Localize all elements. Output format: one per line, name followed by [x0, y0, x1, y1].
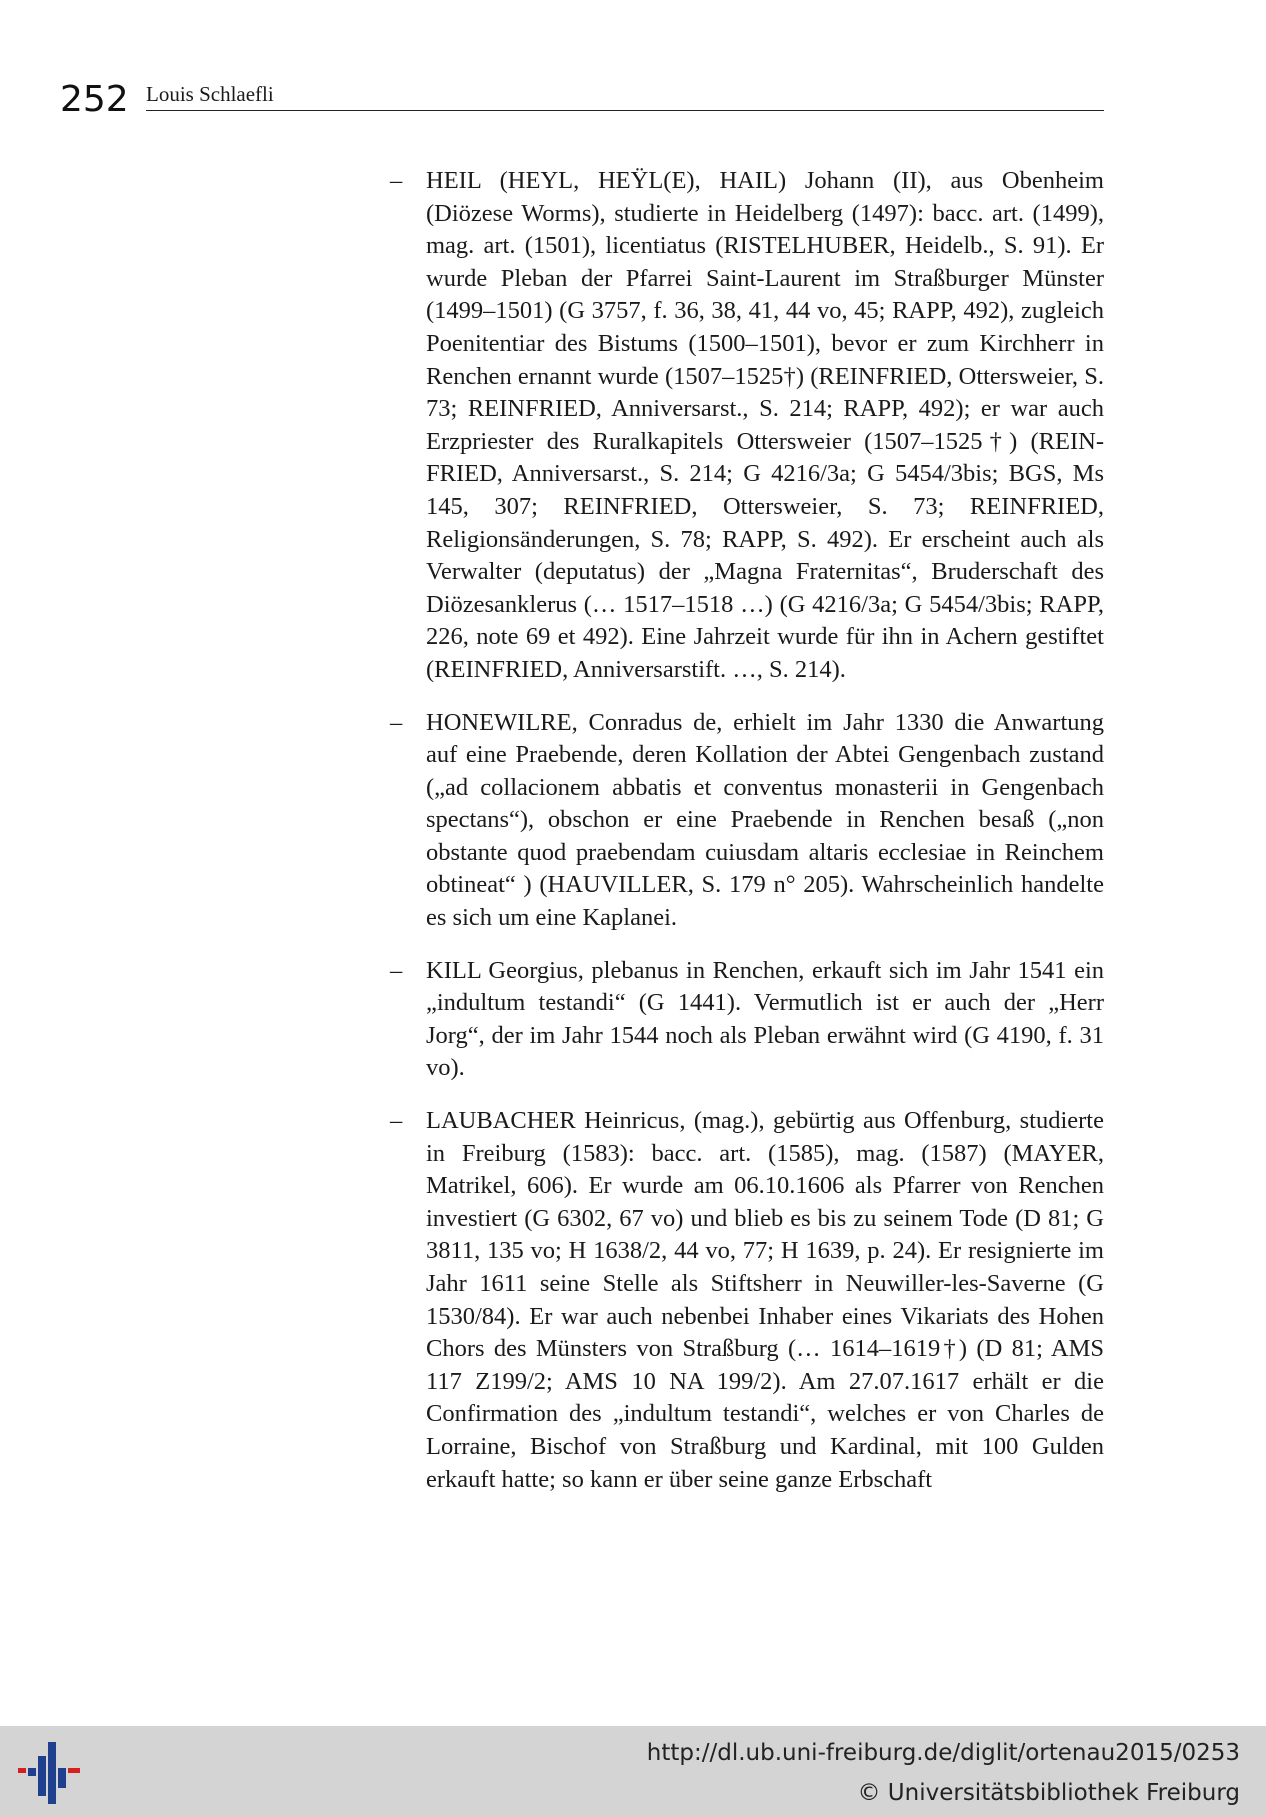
entry-text: HONEWILRE, Conradus de, erhielt im Jahr 1330 die Anwartung auf eine Praebende, deren Kollation der Abtei Gengenbach zustand („ad collacionem abbatis et conventus monasterii in Gengenbach spectans“), obschon er eine Praebende in Renchen besaß („non obstante quod praebendam cuiusdam altaris ecclesiae in Reinchem obtineat“ ) (HAUVILLER, S. 179 n° 205). Wahrscheinlich handelte es sich um eine Kaplanei. [426, 708, 1104, 932]
entry-text: HEIL (HEYL, HEŸL(E), HAIL) Johann (II), aus Obenheim (Diözese Worms), studierte in Heidelberg (1497): bacc. art. (1499), mag. art. (1501), licentiatus (RISTELHUBER, Heidelb., S. 91). Er wurde Pleban der Pfarrei Saint-Laurent im Straßburger Münster (1499–1501) (G 3757, f. 36, 38, 41, 44 vo, 45; RAPP, 492), zugleich Poenitentiar des Bistums (1500–1501), bevor er zum Kirchherr in Renchen ernannt wurde (1507–1525†) (REINFRIED, Ottersweier, S. 73; REINFRIED, Anniversarst., S. 214; RAPP, 492); er war auch Erzpriester des Ruralkapitels Ottersweier (1507–1525†) (REINFRIED, Anniversarst., S. 214; G 4216/3a; G 5454/3bis; BGS, Ms 145, 307; REINFRIED, Ottersweier, S. 73; REINFRIED, Religionsänderungen, S. 78; RAPP, S. 492). Er erscheint auch als Verwalter (deputatus) der „Magna Fraternitas“, Bruderschaft des Diözesanklerus (… 1517–1518 …) (G 4216/3a; G 5454/3bis; RAPP, 226, note 69 et 492). Eine Jahrzeit wurde für ihn in Achern gestiftet (REINFRIED, Anniversarstift. …, S. 214). [426, 167, 1104, 683]
footer-url-link[interactable]: http://dl.ub.uni-freiburg.de/diglit/ortenau2015/0253 [646, 1740, 1240, 1766]
page-number: 252 [60, 79, 129, 120]
running-head: Louis Schlaefli [146, 82, 274, 106]
footer-bar [0, 1726, 1266, 1817]
entry-honewilre [390, 707, 1104, 935]
footer-copyright: © Universitätsbibliothek Freiburg [857, 1780, 1240, 1806]
entry-laubacher [390, 1105, 1104, 1496]
entry-kill [390, 955, 1104, 1085]
entry-dash: – [390, 956, 403, 984]
ub-freiburg-logo-icon [18, 1740, 82, 1806]
entry-dash: – [390, 167, 403, 194]
entry-text: LAUBACHER Heinricus, (mag.), gebürtig aus Offenburg, studierte in Freiburg (1583): bacc. art. (1585), mag. (1587) (MAYER, Matrikel, 606). Er wurde am 06.10.1606 als Pfarrer von Renchen investiert (G 6302, 67 vo) und blieb es bis zu seinem Tode (D 81; G 3811, 135 vo; H 1638/2, 44 vo, 77; H 1639, p. 24). Er resignierte im Jahr 1611 seine Stelle als Stiftsherr in Neuwiller-les-Saverne (G 1530/84). Er war auch nebenbei Inhaber eines Vikariats des Hohen Chors des Münsters von Straßburg (… 1614–1619†) (D 81; AMS 117 Z199/2; AMS 10 NA 199/2). Am 27.07.1617 erhält er die Confirmation des „indultum testandi“, welches er von Charles de Lorraine, Bischof von Straßburg und Kardinal, mit 100 Gulden erkauft hatte; so kann er über seine ganze Erbschaft [426, 1107, 1104, 1493]
entry-text: KILL Georgius, plebanus in Renchen, erkauft sich im Jahr 1541 ein „indultum testandi“ (G 1441). Vermutlich ist er auch der „Herr Jorg“, der im Jahr 1544 noch als Pleban erwähnt wird (G 4190, f. 31 vo). [426, 956, 1104, 1082]
entry-list [390, 165, 1104, 1516]
entry-heil [390, 165, 1104, 687]
entry-dash: – [390, 708, 403, 736]
entry-dash: – [390, 1107, 403, 1135]
header-rule [146, 110, 1104, 111]
